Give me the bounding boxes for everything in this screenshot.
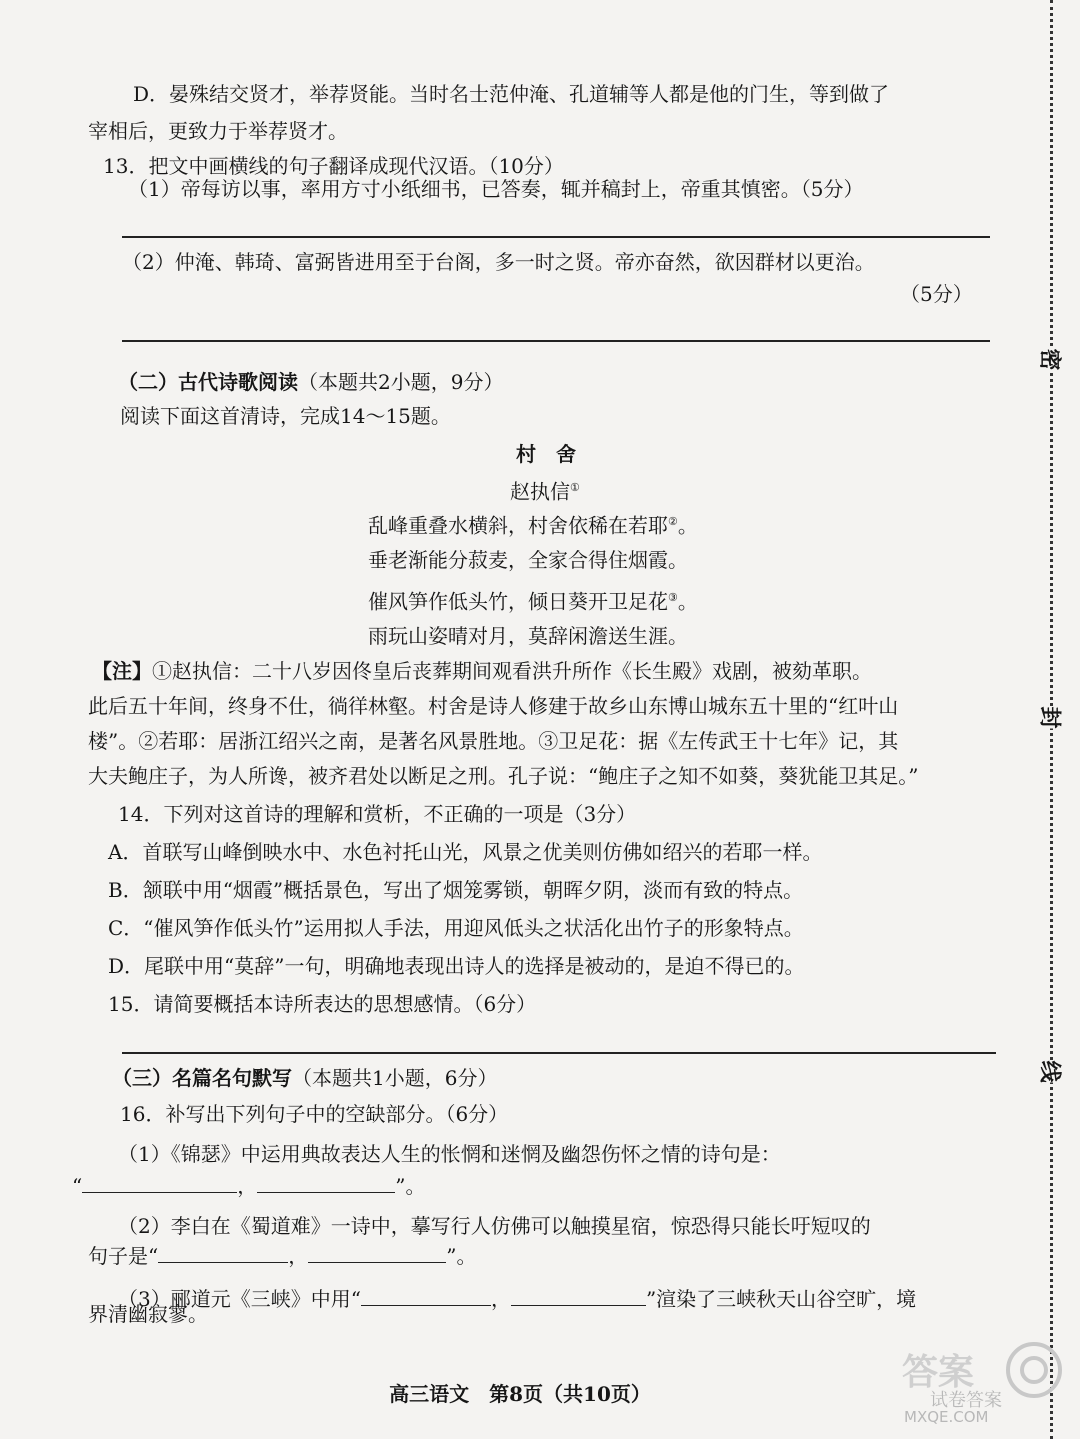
footnote-marker: ③ (668, 591, 678, 604)
question-14: 14．下列对这首诗的理解和赏析，不正确的一项是（3分） (118, 802, 637, 826)
q16-part1-blanks (72, 1172, 425, 1200)
watermark-text-2: 试卷答案 (930, 1390, 1002, 1411)
section-3-info: （本题共1小题，6分） (292, 1066, 498, 1090)
margin-char-mi: 密 (1032, 348, 1071, 370)
separator: ， (490, 1287, 511, 1311)
q16-part3-line2: 界清幽寂寥。 (88, 1302, 208, 1326)
answer-line (122, 236, 990, 238)
fill-blank[interactable] (158, 1244, 288, 1263)
poem-title: 村 舍 (516, 442, 576, 466)
notes-label: 【注】 (92, 659, 152, 683)
option-c: C．“催风笋作低头竹”运用拟人手法，用迎风低头之状活化出竹子的形象特点。 (108, 916, 804, 940)
question-13-part2: （2）仲淹、韩琦、富弼皆进用至于台阁，多一时之贤。帝亦奋然，欲因群材以更治。 (122, 250, 875, 274)
section-2-title: （二）古代诗歌阅读 (118, 370, 298, 394)
section-3-heading (112, 1064, 497, 1092)
punct: 。 (677, 589, 698, 614)
watermark-logo (900, 1338, 1070, 1428)
fill-blank[interactable] (361, 1287, 491, 1306)
option-d: D．尾联中用“莫辞”一句，明确地表现出诗人的选择是被动的，是迫不得已的。 (108, 954, 805, 978)
q16-part3-suffix: ”渲染了三峡秋天山谷空旷，境 (645, 1287, 917, 1311)
watermark-emblem-icon (1004, 1340, 1064, 1400)
fill-blank[interactable] (82, 1174, 237, 1193)
poem-line-3-text: 催风笋作低头竹，倾日葵开卫足花 (368, 589, 668, 614)
page-footer: 高三语文 第8页（共10页） (389, 1382, 651, 1406)
question-15: 15．请简要概括本诗所表达的思想感情。（6分） (108, 992, 537, 1016)
separator: ， (237, 1174, 258, 1198)
margin-char-xian: 线 (1032, 1060, 1071, 1082)
notes-text: ①赵执信：二十八岁因佟皇后丧葬期间观看洪升所作《长生殿》戏剧，被劾革职。 (152, 659, 872, 683)
section-2-heading (118, 368, 503, 396)
watermark-text-1: 答案 (902, 1352, 975, 1393)
section-2-instruction: 阅读下面这首清诗，完成14～15题。 (120, 404, 451, 428)
poem-line-3 (368, 584, 698, 616)
quote-close: ”。 (395, 1174, 426, 1198)
option-d-line1: D．晏殊结交贤才，举荐贤能。当时名士范仲淹、孔道辅等人都是他的门生，等到做了 (133, 82, 890, 106)
question-16: 16．补写出下列句子中的空缺部分。（6分） (120, 1102, 509, 1126)
poem-line-1 (368, 508, 698, 540)
question-13-part2-score: （5分） (900, 282, 973, 306)
poem-line-1-text: 乱峰重叠水横斜，村舍依稀在若耶 (368, 513, 668, 538)
q16-part2-line1: （2）李白在《蜀道难》一诗中，摹写行人仿佛可以触摸星宿，惊恐得只能长吁短叹的 (118, 1214, 871, 1238)
poem-line-2: 垂老渐能分菽麦，全家合得住烟霞。 (368, 548, 688, 572)
fill-blank[interactable] (511, 1287, 646, 1306)
poem-author-name: 赵执信 (510, 479, 570, 504)
separator: ， (288, 1244, 309, 1268)
option-a: A．首联写山峰倒映水中、水色衬托山光，风景之优美则仿佛如绍兴的若耶一样。 (108, 840, 823, 864)
fill-blank[interactable] (308, 1244, 446, 1263)
answer-line (122, 1052, 996, 1054)
watermark-text-3: MXQE.COM (904, 1408, 989, 1426)
q16-part2-prefix: 句子是“ (88, 1244, 159, 1268)
footnote-marker: ② (668, 515, 678, 528)
q16-part2-line2 (88, 1242, 476, 1270)
question-13-part1: （1）帝每访以事，率用方寸小纸细书，已答奏，辄并稿封上，帝重其慎密。（5分） (128, 177, 864, 201)
quote-close: ”。 (446, 1244, 477, 1268)
notes-line3: 楼”。②若耶：居浙江绍兴之南，是著名风景胜地。③卫足花：据《左传武王十七年》记，其 (88, 729, 899, 753)
q16-part1: （1）《锦瑟》中运用典故表达人生的怅惘和迷惘及幽怨伤怀之情的诗句是： (118, 1142, 781, 1166)
question-13: 13．把文中画横线的句子翻译成现代汉语。（10分） (103, 154, 564, 178)
section-3-title: （三）名篇名句默写 (112, 1066, 292, 1090)
option-b: B．颔联中用“烟霞”概括景色，写出了烟笼雾锁，朝晖夕阴，淡而有致的特点。 (108, 878, 804, 902)
poem-author (510, 474, 580, 506)
margin-char-feng: 封 (1032, 706, 1071, 728)
poem-line-4: 雨玩山姿晴对月，莫辞闲澹送生涯。 (368, 624, 688, 648)
q16-part3-prefix: （3）郦道元《三峡》中用“ (118, 1287, 361, 1311)
punct: 。 (677, 513, 698, 538)
quote-open: “ (72, 1174, 83, 1198)
section-2-info: （本题共2小题，9分） (298, 370, 504, 394)
notes-line2: 此后五十年间，终身不仕，徜徉林壑。村舍是诗人修建于故乡山东博山城东五十里的“红叶山 (88, 694, 899, 718)
notes-line1 (92, 657, 872, 685)
option-d-line2: 宰相后，更致力于举荐贤才。 (88, 119, 348, 143)
answer-line (122, 340, 990, 342)
footnote-marker: ① (570, 481, 580, 494)
notes-line4: 大夫鲍庄子，为人所谗，被齐君处以断足之刑。孔子说：“鲍庄子之知不如葵，葵犹能卫其足。” (88, 764, 919, 788)
fill-blank[interactable] (257, 1174, 395, 1193)
q16-part3-line1 (118, 1285, 916, 1313)
